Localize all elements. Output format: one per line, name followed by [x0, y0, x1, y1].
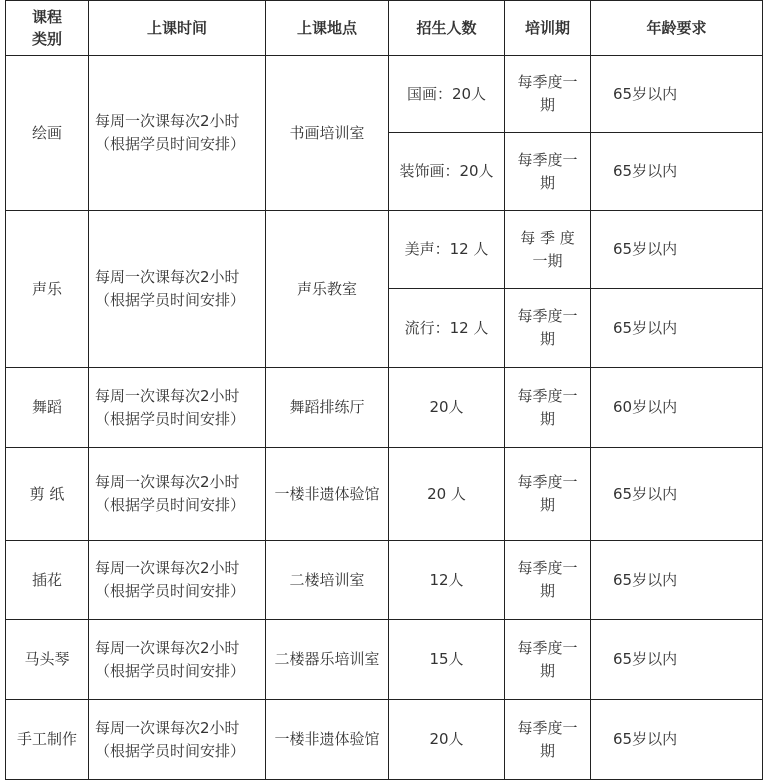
- enroll-cell: 美声：12 人: [389, 211, 505, 289]
- age-cell: 65岁以内: [591, 211, 763, 289]
- period-cell: 每季度一期: [505, 289, 591, 368]
- time-cell: 每周一次课每次2小时（根据学员时间安排）: [89, 700, 266, 780]
- time-cell: 每周一次课每次2小时（根据学员时间安排）: [89, 211, 266, 368]
- period-cell: 每季度一期: [505, 368, 591, 448]
- time-cell: 每周一次课每次2小时（根据学员时间安排）: [89, 368, 266, 448]
- category-cell: 插花: [6, 541, 89, 620]
- enroll-cell: 15人: [389, 620, 505, 700]
- period-cell: 每季度一期: [505, 700, 591, 780]
- age-cell: 65岁以内: [591, 620, 763, 700]
- header-time: 上课时间: [89, 1, 266, 56]
- enroll-cell: 装饰画：20人: [389, 133, 505, 211]
- enroll-cell: 流行：12 人: [389, 289, 505, 368]
- period-cell: 每季度一期: [505, 541, 591, 620]
- age-cell: 65岁以内: [591, 700, 763, 780]
- age-cell: 60岁以内: [591, 368, 763, 448]
- header-enroll: 招生人数: [389, 1, 505, 56]
- age-cell: 65岁以内: [591, 541, 763, 620]
- age-cell: 65岁以内: [591, 56, 763, 133]
- period-cell: 每季度一期: [505, 620, 591, 700]
- location-cell: 舞蹈排练厅: [266, 368, 389, 448]
- time-cell: 每周一次课每次2小时（根据学员时间安排）: [89, 541, 266, 620]
- period-cell: 每季度一期: [505, 133, 591, 211]
- location-cell: 书画培训室: [266, 56, 389, 211]
- time-cell: 每周一次课每次2小时（根据学员时间安排）: [89, 620, 266, 700]
- location-cell: 一楼非遗体验馆: [266, 700, 389, 780]
- location-cell: 一楼非遗体验馆: [266, 448, 389, 541]
- header-period: 培训期: [505, 1, 591, 56]
- course-schedule-table: [5, 0, 763, 780]
- period-cell: 每季度一期: [505, 56, 591, 133]
- enroll-cell: 12人: [389, 541, 505, 620]
- location-cell: 二楼器乐培训室: [266, 620, 389, 700]
- category-cell: 舞蹈: [6, 368, 89, 448]
- table-row: [6, 700, 763, 780]
- enroll-cell: 20 人: [389, 448, 505, 541]
- enroll-cell: 20人: [389, 700, 505, 780]
- period-cell: 每季度一期: [505, 448, 591, 541]
- category-cell: 手工制作: [6, 700, 89, 780]
- category-cell: 绘画: [6, 56, 89, 211]
- header-category: 课程 类别: [6, 1, 89, 56]
- header-age: 年龄要求: [591, 1, 763, 56]
- table-row: [6, 211, 763, 289]
- time-cell: 每周一次课每次2小时（根据学员时间安排）: [89, 448, 266, 541]
- location-cell: 二楼培训室: [266, 541, 389, 620]
- age-cell: 65岁以内: [591, 133, 763, 211]
- location-cell: 声乐教室: [266, 211, 389, 368]
- header-row: [6, 1, 763, 56]
- table-row: [6, 56, 763, 133]
- enroll-cell: 国画：20人: [389, 56, 505, 133]
- table-row: [6, 541, 763, 620]
- table-row: [6, 620, 763, 700]
- age-cell: 65岁以内: [591, 289, 763, 368]
- table-row: [6, 368, 763, 448]
- time-cell: 每周一次课每次2小时（根据学员时间安排）: [89, 56, 266, 211]
- enroll-cell: 20人: [389, 368, 505, 448]
- age-cell: 65岁以内: [591, 448, 763, 541]
- period-cell: 每 季 度 一期: [505, 211, 591, 289]
- category-cell: 声乐: [6, 211, 89, 368]
- table-row: [6, 448, 763, 541]
- category-cell: 剪 纸: [6, 448, 89, 541]
- header-location: 上课地点: [266, 1, 389, 56]
- category-cell: 马头琴: [6, 620, 89, 700]
